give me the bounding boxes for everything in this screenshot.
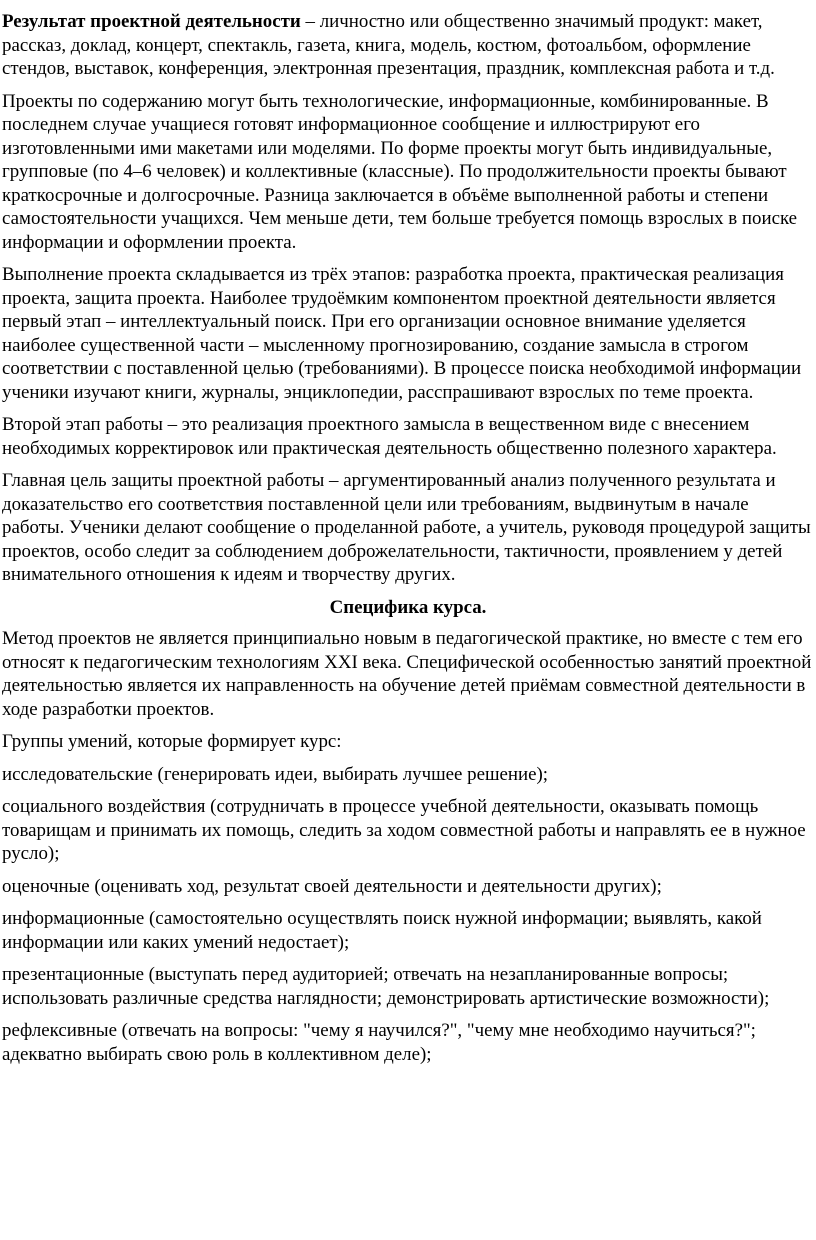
paragraph-second-stage: Второй этап работы – это реализация проектного замысла в вещественном виде с внесением необходимых корректировок или практическая деятельность общественно полезного характера.	[2, 414, 777, 459]
paragraph-project-stages: Выполнение проекта складывается из трёх этапов: разработка проекта, практическая реализация проекта, защита проекта. Наиболее трудоёмким компонентом проектной деятельности является первый этап – интеллектуальный поиск. При его организации основное внимание уделяется наиболее существенной части – мысленному прогнозированию, создание замысла в строгом соответствии с поставленной целью (требованиями). В процессе поиска необходимой информации ученики изучают книги, журналы, энциклопедии, расспрашивают взрослых по теме проекта.	[2, 264, 802, 403]
skill-item-research: исследовательские (генерировать идеи, выбирать лучшее решение);	[2, 763, 549, 785]
skill-item-social: социального воздействия (сотрудничать в процессе учебной деятельности, оказывать помощь товарищам и принимать их помощь, следить за ходом совместной работы и направлять ее в нужное русло);	[2, 796, 806, 864]
skill-item-evaluative: оценочные (оценивать ход, результат своей деятельности и деятельности других);	[2, 875, 662, 897]
skill-item-reflexive: рефлексивные (отвечать на вопросы: "чему я научился?", "чему мне необходимо научиться?"; адекватно выбирать свою роль в коллективном деле);	[2, 1020, 756, 1065]
section-heading: Специфика курса.	[329, 596, 487, 618]
intro-paragraph	[2, 10, 814, 81]
paragraph-project-types: Проекты по содержанию могут быть технологические, информационные, комбинированные. В последнем случае учащиеся готовят информационное сообщение и иллюстрируют его изготовленными ими макетами или моделями. По форме проекты могут быть индивидуальные, групповые (по 4–6 человек) и коллективные (классные). По продолжительности проекты бывают краткосрочные и долгосрочные. Разница заключается в объёме выполненной работы и степени самостоятельности учащихся. Чем меньше дети, тем больше требуется помощь взрослых в поиске информации и оформлении проекта.	[2, 90, 798, 253]
intro-lead-term: Результат проектной деятельности	[2, 11, 301, 32]
paragraph-course-specifics: Метод проектов не является принципиально новым в педагогической практике, но вместе с тем его относят к педагогическим технологиям XXI века. Специфической особенностью занятий проектной деятельностью является их направленность на обучение детей приёмам совместной деятельности в ходе разработки проектов.	[2, 628, 812, 720]
skill-item-presentation: презентационные (выступать перед аудиторией; отвечать на незапланированные вопросы; использовать различные средства наглядности; демонстрировать артистические возможности);	[2, 964, 770, 1009]
paragraph-skill-groups-intro: Группы умений, которые формирует курс:	[2, 731, 342, 752]
skill-item-informational: информационные (самостоятельно осуществлять поиск нужной информации; выявлять, какой информации или каких умений недостает);	[2, 908, 762, 953]
intro-definition: – личностно или общественно значимый продукт: макет, рассказ, доклад, концерт, спектакль, газета, книга, модель, костюм, фотоальбом, оформление стендов, выставок, конференция, электронная презентация, праздник, комплексная работа и т.д.	[2, 11, 775, 79]
paragraph-project-defense: Главная цель защиты проектной работы – аргументированный анализ полученного результата и доказательство его соответствия поставленной цели или требованиям, выдвинутым в начале работы. Ученики делают сообщение о проделанной работе, а учитель, руководя процедурой защиты проектов, особо следит за соблюдением доброжелательности, тактичности, проявлением у детей внимательного отношения к идеям и творчеству других.	[2, 470, 811, 585]
